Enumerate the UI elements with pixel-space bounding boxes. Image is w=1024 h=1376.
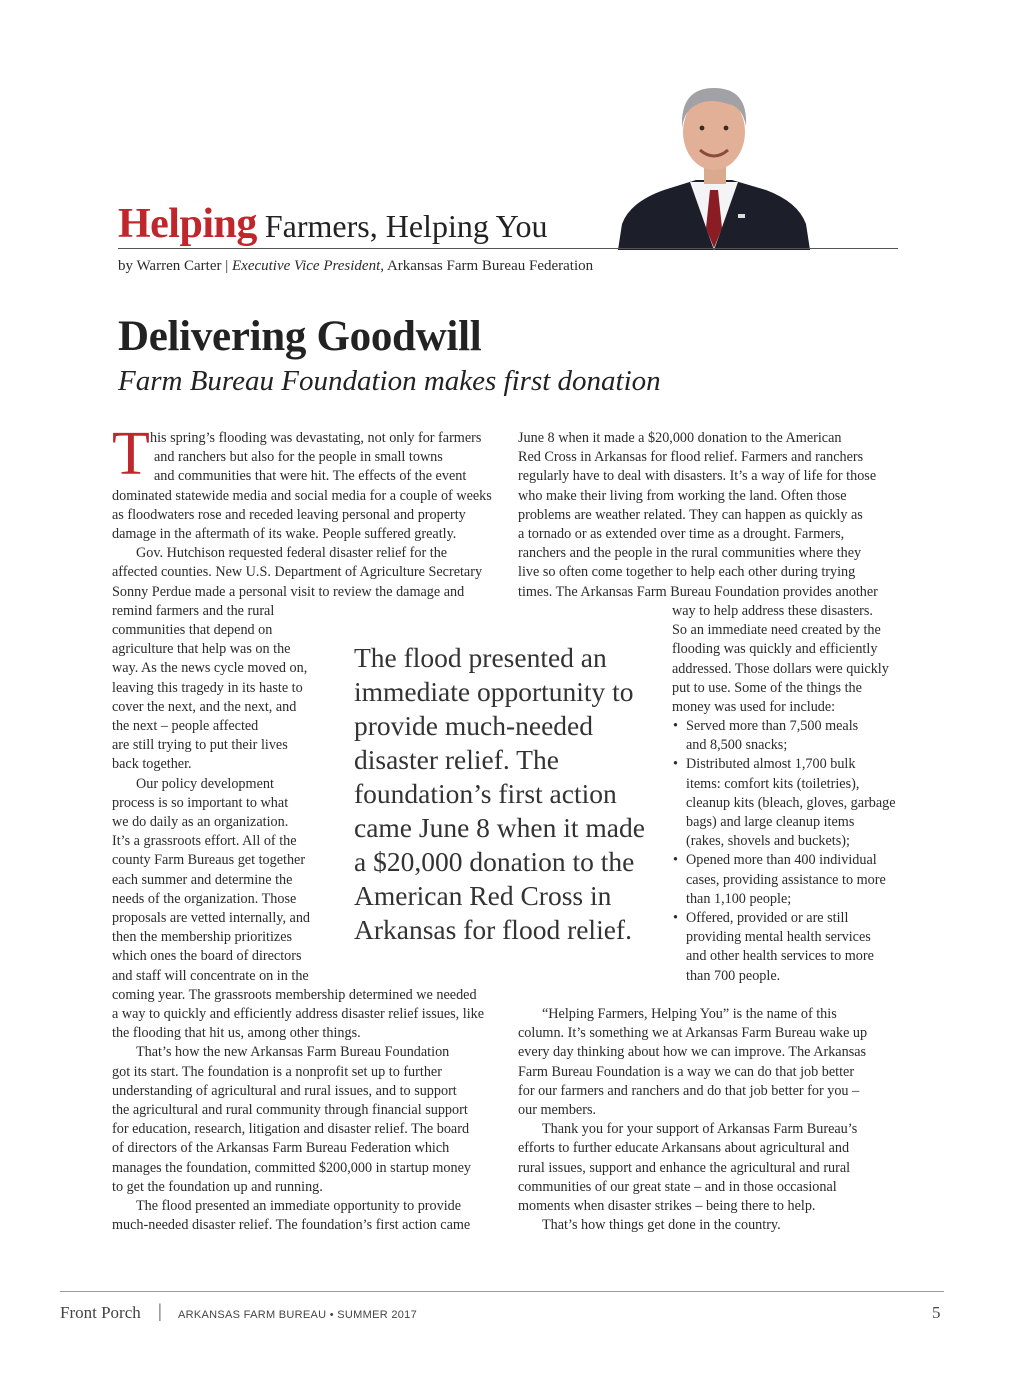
body-text-line: Our policy development — [136, 775, 274, 792]
body-text-line: live so often come together to help each other during trying — [518, 564, 856, 581]
body-text-line: our members. — [518, 1102, 597, 1118]
body-text-line: are still trying to put their lives — [112, 737, 288, 754]
body-text-line: So an immediate need created by the — [672, 622, 881, 639]
bullet-text-line: Distributed almost 1,700 bulk — [686, 756, 856, 773]
bullet-text-line: Offered, provided or are still — [686, 910, 849, 926]
body-text-line: damage in the aftermath of its wake. People suffered greatly. — [112, 526, 457, 542]
body-text-line: the agricultural and rural community through financial support — [112, 1102, 468, 1118]
body-text-line: times. The Arkansas Farm Bureau Foundation provides another — [518, 583, 878, 600]
bullet-text-line: items: comfort kits (toiletries), — [686, 775, 860, 792]
body-text-line: The flood presented an immediate opportunity to provide — [136, 1198, 462, 1214]
body-text-line: ranchers and the people in the rural communities where they — [518, 545, 862, 562]
article-headline: Delivering Goodwill — [118, 313, 482, 360]
footer-magazine-name: Front Porch — [60, 1303, 141, 1322]
body-text-line: coming year. The grassroots membership determined we needed — [112, 986, 477, 1003]
bullet-text-line: and 8,500 snacks; — [686, 737, 788, 754]
body-text-line: addressed. Those dollars were quickly — [672, 660, 889, 677]
body-text-line: money was used for include: — [672, 699, 836, 715]
footer-rule — [60, 1291, 944, 1292]
body-text-line: county Farm Bureaus get together — [112, 852, 306, 869]
column-title — [118, 200, 548, 248]
body-text-line: communities that depend on — [112, 622, 273, 638]
byline-role: Executive Vice President, — [232, 258, 384, 274]
body-text-line: column. It’s something we at Arkansas Farm Bureau wake up — [518, 1025, 868, 1042]
bullet-text-line: cases, providing assistance to more — [686, 871, 886, 888]
column-title-accent: Helping — [118, 201, 257, 247]
byline-org: Arkansas Farm Bureau Federation — [386, 258, 594, 274]
bullet-icon: • — [673, 910, 678, 926]
body-text-line: the next – people affected — [112, 718, 259, 734]
body-text-line: communities of our great state – and in those occasional — [518, 1178, 837, 1195]
body-text-line: way. As the news cycle moved on, — [112, 660, 308, 677]
body-text-line: which ones the board of directors — [112, 948, 302, 965]
body-text-line: affected counties. New U.S. Department of Agriculture Secretary — [112, 564, 483, 581]
body-text-line: rural issues, support and enhance the agricultural and rural — [518, 1159, 851, 1176]
bullet-text-line: (rakes, shovels and buckets); — [686, 833, 850, 850]
body-text-line: proposals are vetted internally, and — [112, 910, 311, 926]
body-text-line: way to help address these disasters. — [672, 603, 873, 619]
body-text-line: to get the foundation up and running. — [112, 1178, 323, 1195]
body-text-line: It’s a grassroots effort. All of the — [112, 833, 297, 850]
bullet-text-line: than 1,100 people; — [686, 890, 792, 907]
body-text-line: his spring’s flooding was devastating, not only for farmers — [150, 430, 482, 446]
body-text-line: That’s how the new Arkansas Farm Bureau Foundation — [136, 1044, 450, 1061]
bullet-text-line: cleanup kits (bleach, gloves, garbage — [686, 794, 896, 811]
body-text-line: the flooding that hit us, among other things. — [112, 1025, 361, 1042]
body-text-line: we do daily as an organization. — [112, 814, 289, 830]
column-title-rest: Farmers, Helping You — [264, 208, 548, 244]
body-text-line: needs of the organization. Those — [112, 890, 297, 907]
page-number: 5 — [932, 1303, 941, 1322]
byline-author: by Warren Carter — [118, 258, 222, 274]
body-text-line: every day thinking about how we can improve. The Arkansas — [518, 1044, 867, 1061]
body-text-line: process is so important to what — [112, 794, 289, 811]
body-text-line: efforts to further educate Arkansans about agricultural and — [518, 1140, 850, 1157]
body-text-line: a tornado or as extended over time as a drought. Farmers, — [518, 526, 845, 542]
body-text-line: each summer and determine the — [112, 871, 293, 888]
body-text-line: regularly have to deal with disasters. It’s a way of life for those — [518, 468, 877, 485]
bullet-text-line: Served more than 7,500 meals — [686, 718, 859, 734]
body-text-line: problems are weather related. They can happen as quickly as — [518, 506, 863, 523]
body-text-line: Thank you for your support of Arkansas Farm Bureau’s — [542, 1121, 858, 1138]
body-text-line: and ranchers but also for the people in small towns — [154, 449, 443, 466]
byline-separator: | — [225, 258, 229, 274]
body-text-line: That’s how things get done in the country. — [542, 1217, 781, 1234]
author-photo — [618, 78, 810, 250]
article-subheadline: Farm Bureau Foundation makes first donation — [118, 365, 661, 397]
body-text-line: and staff will concentrate on in the — [112, 967, 309, 984]
body-text-line: much-needed disaster relief. The foundation’s first action came — [112, 1217, 471, 1234]
body-text-line: as floodwaters rose and receded leaving personal and property — [112, 506, 466, 523]
body-text-line: Red Cross in Arkansas for flood relief. Farmers and ranchers — [518, 449, 864, 466]
bullet-text-line: bags) and large cleanup items — [686, 814, 855, 830]
body-text-line: a way to quickly and efficiently address disaster relief issues, like — [112, 1006, 485, 1022]
bullet-icon: • — [673, 718, 678, 734]
body-text-line: then the membership prioritizes — [112, 929, 293, 946]
body-text-line: of directors of the Arkansas Farm Bureau Federation which — [112, 1140, 450, 1157]
drop-cap: T — [112, 420, 150, 488]
bullet-icon: • — [673, 852, 678, 869]
body-text-line: put to use. Some of the things the — [672, 679, 862, 696]
body-text-line: dominated statewide media and social media for a couple of weeks — [112, 487, 492, 504]
body-text-line: for our farmers and ranchers and do that job better for you – — [518, 1082, 860, 1099]
bullet-icon: • — [673, 756, 678, 773]
body-text-line: “Helping Farmers, Helping You” is the name of this — [542, 1006, 837, 1022]
footer-separator: | — [158, 1301, 162, 1322]
byline — [118, 258, 593, 275]
body-text-line: for education, research, litigation and disaster relief. The board — [112, 1121, 470, 1138]
bullet-text-line: providing mental health services — [686, 929, 871, 946]
title-rule — [118, 248, 898, 249]
body-text-line: June 8 when it made a $20,000 donation to the American — [518, 430, 842, 446]
body-text-line: and communities that were hit. The effects of the event — [154, 468, 467, 485]
body-text-line: remind farmers and the rural — [112, 602, 275, 619]
bullet-text-line: and other health services to more — [686, 948, 874, 965]
body-text-line: Farm Bureau Foundation is a way we can do that job better — [518, 1063, 855, 1080]
footer-issue: ARKANSAS FARM BUREAU • SUMMER 2017 — [178, 1309, 417, 1321]
body-text-line: Sonny Perdue made a personal visit to review the damage and — [112, 583, 465, 600]
body-text-line: Gov. Hutchison requested federal disaster relief for the — [136, 545, 448, 562]
body-text-line: understanding of agricultural and rural issues, and to support — [112, 1082, 457, 1099]
body-text-line: leaving this tragedy in its haste to — [112, 679, 303, 696]
body-text-line: moments when disaster strikes – being there to help. — [518, 1198, 816, 1214]
body-text-line: cover the next, and the next, and — [112, 698, 297, 715]
body-text-line: back together. — [112, 756, 192, 773]
body-text-line: manages the foundation, committed $200,000 in startup money — [112, 1159, 471, 1176]
body-text-line: got its start. The foundation is a nonprofit set up to further — [112, 1063, 442, 1080]
body-text-line: who make their living from working the land. Often those — [518, 487, 847, 504]
body-text-line: flooding was quickly and efficiently — [672, 641, 878, 658]
body-text-line: agriculture that help was on the — [112, 641, 291, 658]
bullet-text-line: Opened more than 400 individual — [686, 852, 877, 869]
pull-quote: The flood presented an immediate opportunity to provide much-needed disaster relief. The foundation’s first action came June 8 when it made a $20,000 donation to the American Red Cross in Arkansas for flood relief. — [354, 642, 645, 945]
bullet-text-line: than 700 people. — [686, 967, 781, 984]
